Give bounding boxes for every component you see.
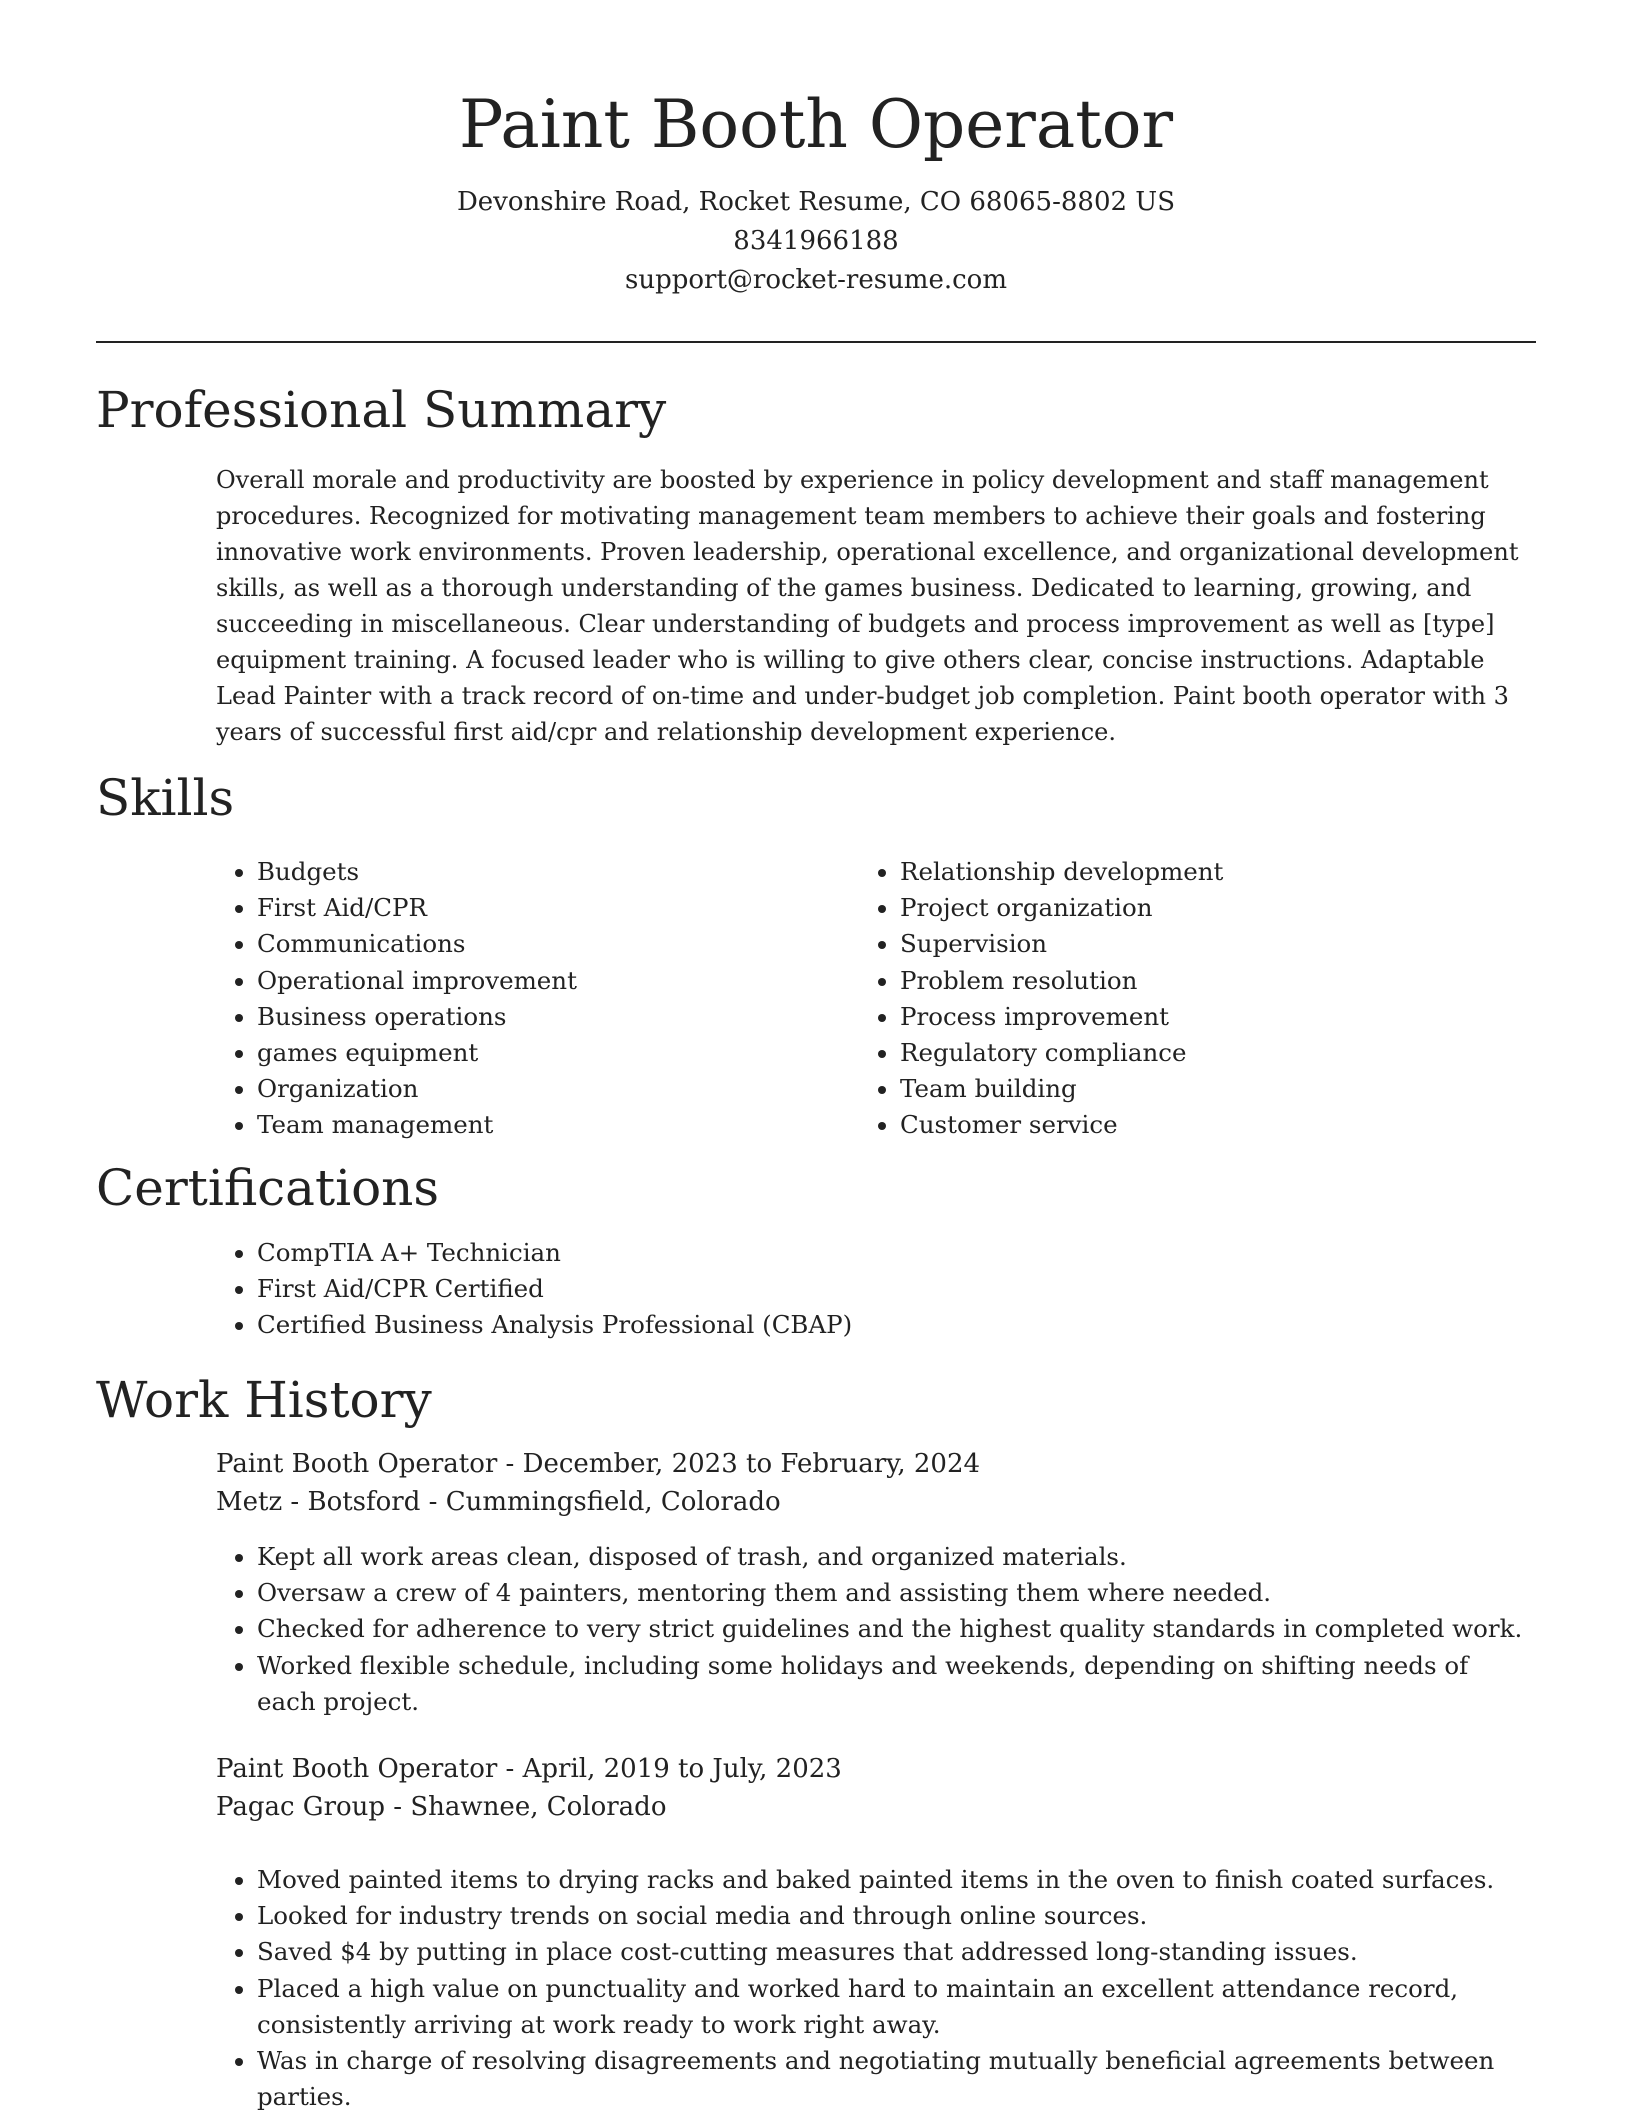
job-company-line: Metz - Botsford - Cummingsfield, Colorado [216,1487,781,1517]
skill-item: • Team building [900,1071,1496,1107]
skill-item: • Project organization [900,890,1496,926]
certifications-heading: Certifications [96,1159,440,1217]
skills-column-left [213,854,853,1144]
job-duties-list [213,1862,1533,2115]
job-location: Cummingsfield, Colorado [445,1487,781,1517]
contact-phone: 8341966188 [733,226,899,256]
skill-item: • First Aid/CPR [257,890,853,926]
job-duty-item: • Placed a high value on punctuality and worked hard to maintain an excellent attendance record, consistently arriving at work ready to work right away. [257,1971,1533,2043]
certifications-list [213,1235,1533,1344]
certification-item: • Certified Business Analysis Professional (CBAP) [257,1307,1533,1343]
header-divider [96,341,1536,343]
summary-text: Overall morale and productivity are boosted by experience in policy development and staff management procedures. Recognized for motivating management team members to achieve their goals and fostering innovative work environments. Proven leadership, operational excellence, and organizational development skills, as well as a thorough understanding of the games business. Dedicated to learning, growing, and succeeding in miscellaneous. Clear understanding of budgets and process improvement as well as [type] equipment training. A focused leader who is willing to give others clear, concise instructions. Adaptable Lead Painter with a track record of on-time and under-budget job completion. Paint booth operator with 3 years of successful first aid/cpr and relationship development experience. [216,466,1519,746]
skill-item: • Problem resolution [900,963,1496,999]
candidate-name: Paint Booth Operator [458,86,1173,163]
resume-header [96,80,1536,300]
job-entry-2 [216,1750,1536,1826]
job-role: Paint Booth Operator [216,1449,498,1479]
skill-item: • Relationship development [900,854,1496,890]
certification-item: • First Aid/CPR Certified [257,1271,1533,1307]
job-duty-item: • Moved painted items to drying racks and baked painted items in the oven to finish coated surfaces. [257,1862,1533,1898]
skill-item: • Operational improvement [257,963,853,999]
job-duty-item: • Was in charge of resolving disagreements and negotiating mutually beneficial agreements between parties. [257,2043,1533,2115]
skill-item: • Regulatory compliance [900,1035,1496,1071]
job-duty-item: • Looked for industry trends on social media and through online sources. [257,1898,1533,1934]
job-role-line: Paint Booth Operator - December, 2023 to February, 2024 [216,1449,981,1479]
job-dates: December, 2023 to February, 2024 [522,1449,981,1479]
job-duties-list [213,1539,1533,1720]
certifications-block [213,1235,1533,1344]
skill-item: • Customer service [900,1107,1496,1143]
job-role: Paint Booth Operator [216,1754,498,1784]
skills-list-left [213,854,853,1144]
job-dates: April, 2019 to July, 2023 [522,1754,842,1784]
job-1-duties [213,1539,1533,1720]
job-company: Metz - Botsford [216,1487,421,1517]
skill-item: • Supervision [900,926,1496,962]
contact-address: Devonshire Road, Rocket Resume, CO 68065-8802 US [456,187,1176,217]
skill-item: • Business operations [257,999,853,1035]
job-duty-item: • Kept all work areas clean, disposed of trash, and organized materials. [257,1539,1533,1575]
skills-heading: Skills [96,769,235,827]
job-duty-item: • Saved $4 by putting in place cost-cutting measures that addressed long-standing issues. [257,1934,1533,1970]
skill-item: • games equipment [257,1035,853,1071]
job-entry-1 [216,1445,1536,1521]
skill-item: • Team management [257,1107,853,1143]
skill-item: • Process improvement [900,999,1496,1035]
job-2-duties [213,1862,1533,2115]
job-duty-item: • Checked for adherence to very strict guidelines and the highest quality standards in completed work. [257,1611,1533,1647]
job-duty-item: • Oversaw a crew of 4 painters, mentoring them and assisting them where needed. [257,1575,1533,1611]
summary-heading: Professional Summary [96,381,667,439]
skills-column-right [856,854,1496,1144]
skill-item: • Communications [257,926,853,962]
job-duty-item: • Worked flexible schedule, including some holidays and weekends, depending on shifting needs of each project. [257,1648,1533,1720]
skill-item: • Budgets [257,854,853,890]
job-company: Pagac Group [216,1792,386,1822]
work-history-heading: Work History [96,1371,432,1429]
certification-item: • CompTIA A+ Technician [257,1235,1533,1271]
job-company-line: Pagac Group - Shawnee, Colorado [216,1792,667,1822]
skill-item: • Organization [257,1071,853,1107]
contact-email: support@rocket-resume.com [624,265,1007,295]
skills-list-right [856,854,1496,1144]
job-role-line: Paint Booth Operator - April, 2019 to July, 2023 [216,1754,842,1784]
job-location: Shawnee, Colorado [410,1792,667,1822]
